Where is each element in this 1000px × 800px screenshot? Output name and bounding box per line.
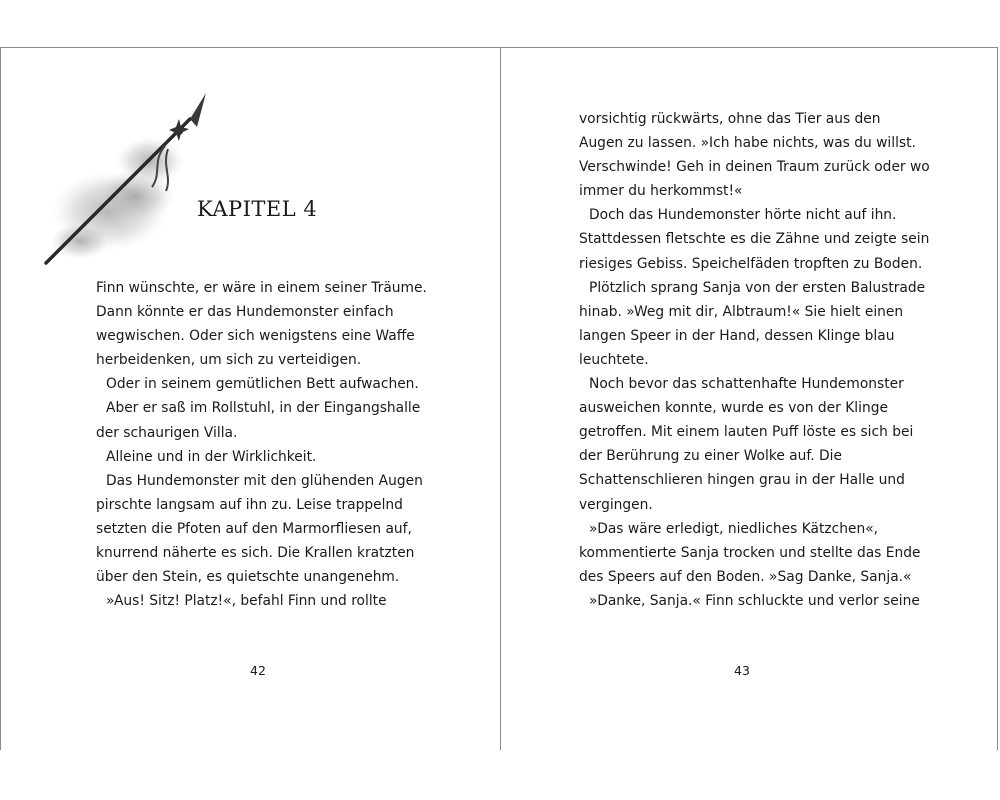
text-line: getroffen. Mit einem lauten Puff löste es sich bei — [579, 424, 914, 441]
page-number: 43 — [734, 663, 750, 678]
right-page-text — [579, 107, 930, 613]
text-line: herbeidenken, um sich zu verteidigen. — [96, 352, 362, 369]
text-line: »Das wäre erledigt, niedliches Kätzchen«, — [589, 520, 879, 537]
text-line: Verschwinde! Geh in deinen Traum zurück oder wo — [579, 159, 930, 176]
text-line: kommentierte Sanja trocken und stellte das Ende — [579, 544, 921, 561]
text-line: der schaurigen Villa. — [96, 424, 238, 441]
text-line: leuchtete. — [579, 351, 649, 368]
text-line: immer du herkommst!« — [579, 183, 743, 200]
text-line: langen Speer in der Hand, dessen Klinge blau — [579, 327, 895, 344]
text-line: Oder in seinem gemütlichen Bett aufwachen. — [106, 376, 419, 393]
text-line: Aber er saß im Rollstuhl, in der Eingangshalle — [106, 400, 421, 417]
text-line: riesiges Gebiss. Speichelfäden tropften zu Boden. — [579, 255, 923, 272]
text-line: »Aus! Sitz! Platz!«, befahl Finn und rollte — [106, 593, 387, 610]
left-page — [0, 47, 500, 750]
text-line: hinab. »Weg mit dir, Albtraum!« Sie hielt einen — [579, 303, 904, 320]
page-number: 42 — [250, 663, 266, 678]
text-line: knurrend näherte es sich. Die Krallen kratzten — [96, 545, 415, 562]
text-line: des Speers auf den Boden. »Sag Danke, Sanja.« — [579, 568, 912, 585]
text-line: Finn wünschte, er wäre in einem seiner Träume. — [96, 280, 427, 296]
text-line: Das Hundemonster mit den glühenden Augen — [106, 472, 423, 489]
text-line: über den Stein, es quietschte unangenehm. — [96, 569, 400, 586]
text-line: der Berührung zu einer Wolke auf. Die — [579, 448, 842, 465]
spear-icon — [40, 91, 220, 271]
text-line: Dann könnte er das Hundemonster einfach — [96, 304, 394, 321]
left-page-text — [96, 276, 426, 613]
chapter-title: KAPITEL 4 — [197, 197, 318, 221]
text-line: Alleine und in der Wirklichkeit. — [106, 448, 317, 465]
text-line: Augen zu lassen. »Ich habe nichts, was du willst. — [579, 135, 916, 152]
text-line: Stattdessen fletschte es die Zähne und zeigte sein — [579, 231, 930, 248]
text-line: »Danke, Sanja.« Finn schluckte und verlor seine — [589, 592, 920, 609]
text-line: pirschte langsam auf ihn zu. Leise trappelnd — [96, 496, 403, 513]
text-line: Schattenschlieren hingen grau in der Halle und — [579, 472, 905, 489]
text-line: vergingen. — [579, 496, 653, 513]
text-line: Noch bevor das schattenhafte Hundemonster — [589, 376, 904, 393]
text-line: wegwischen. Oder sich wenigstens eine Waffe — [96, 328, 415, 345]
text-line: ausweichen konnte, wurde es von der Klinge — [579, 400, 888, 417]
right-page — [501, 47, 998, 750]
text-line: vorsichtig rückwärts, ohne das Tier aus den — [579, 111, 881, 127]
text-line: setzten die Pfoten auf den Marmorfliesen auf, — [96, 520, 412, 537]
text-line: Doch das Hundemonster hörte nicht auf ihn. — [589, 207, 897, 224]
text-line: Plötzlich sprang Sanja von der ersten Balustrade — [589, 279, 926, 296]
